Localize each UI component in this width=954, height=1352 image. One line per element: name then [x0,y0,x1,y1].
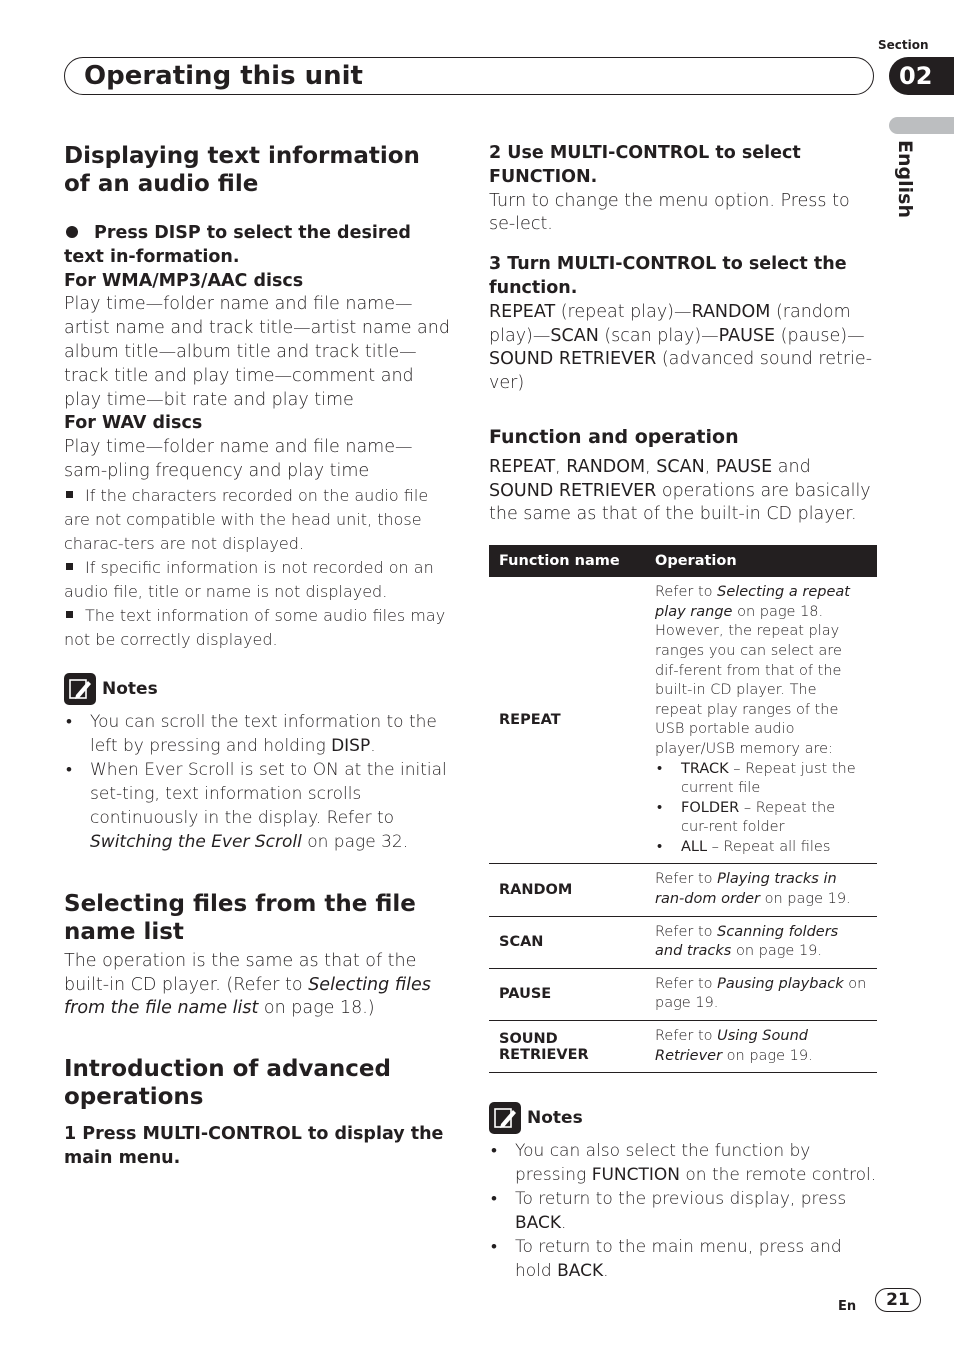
text-function-operation: REPEAT, RANDOM, SCAN, PAUSE and SOUND RETRIEVER operations are basically the same as that of the built-in CD player. [489,456,871,525]
list-item: • To return to the main menu, press and hold BACK. [489,1235,877,1283]
right-column [489,142,877,1283]
notes-list [64,710,452,854]
function-table [489,545,877,1073]
step-1: 1 Press MULTI-CONTROL to display the main menu. [64,1124,444,1168]
notes-header [489,1101,877,1135]
square-bullet-icon [66,491,73,498]
info-bullet: If specific information is not recorded on an audio file, title or name is not displayed. [64,557,434,601]
function-name: PAUSE [489,968,645,1020]
page-title: Operating this unit [84,61,363,91]
table-row [489,916,877,968]
column-header: Function name [489,545,645,577]
left-column [64,142,452,1171]
function-operation: Refer to Selecting a repeat play range on page 18. However, the repeat play ranges you can select are dif-ferent from that of the built-in CD player. The repeat play ranges of the USB portable audio player/USB memory are: • TRACK – Repeat just the current file • FOLDER – Repeat the cur-rent folder • ALL – Repeat all files [645,577,877,864]
square-bullet-icon [66,563,73,570]
heading-advanced-operations: Introduction of advanced operations [64,1056,391,1111]
language-label: English [894,140,916,218]
bullet-icon [66,226,78,238]
text-wav: Play time—folder name and file name—sam-pling frequency and play time [64,437,413,481]
table-row [489,1021,877,1073]
text-selecting-files: The operation is the same as that of the built-in CD player. (Refer to Selecting files from the file name list on page 18.) [64,950,431,1019]
label-wav: For WAV discs [64,413,203,434]
function-operation: Refer to Using Sound Retriever on page 19. [645,1021,877,1073]
list-item: • FOLDER – Repeat the cur-rent folder [655,799,867,838]
list-item: • You can scroll the text information to the left by pressing and holding DISP. [64,710,452,758]
language-tab [889,117,954,134]
label-wma: For WMA/MP3/AAC discs [64,270,304,291]
function-operation: Refer to Scanning folders and tracks on page 19. [645,916,877,968]
section-label: Section [878,38,929,52]
function-name: SOUND RETRIEVER [489,1021,645,1073]
pencil-note-icon [64,673,96,705]
table-row [489,968,877,1020]
column-header: Operation [645,545,877,577]
step-3: 3 Turn MULTI-CONTROL to select the function. [489,254,847,298]
step-3-text: REPEAT (repeat play)—RANDOM (random play)—SCAN (scan play)—PAUSE (pause)—SOUND RETRIEVER (advanced sound retrie-ver) [489,301,873,394]
function-name: SCAN [489,916,645,968]
step-2-text: Turn to change the menu option. Press to se-lect. [489,190,850,235]
table-row [489,577,877,864]
notes-title: Notes [527,1108,583,1129]
step-press-disp: Press DISP to select the desired text in-formation. [64,223,411,267]
notes-list [489,1139,877,1283]
square-bullet-icon [66,611,73,618]
function-name: RANDOM [489,864,645,916]
heading-selecting-files: Selecting files from the file name list [64,890,416,945]
pencil-note-icon [489,1102,521,1134]
list-item: • When Ever Scroll is set to ON at the initial set-ting, text information scrolls continuously in the display. Refer to Switching the Ever Scroll on page 32. [64,758,452,854]
table-header-row [489,545,877,577]
text-wma: Play time—folder name and file name—artist name and track title—artist name and album title—album title and track title—track title and play time—comment and play time—bit rate and play time [64,294,450,410]
notes-title: Notes [102,678,158,699]
section-number: 02 [899,62,933,90]
function-operation: Refer to Pausing playback on page 19. [645,968,877,1020]
page-number: 21 [886,1290,910,1310]
list-item: • You can also select the function by pressing FUNCTION on the remote control. [489,1139,877,1187]
heading-function-operation: Function and operation [489,425,739,448]
heading-displaying-text: Displaying text information of an audio file [64,143,420,197]
list-item: • ALL – Repeat all files [655,838,867,858]
function-name: REPEAT [489,577,645,864]
list-item: • To return to the previous display, press BACK. [489,1187,877,1235]
footer-language: En [838,1299,857,1314]
info-bullet: If the characters recorded on the audio file are not compatible with the head unit, those charac-ters are not displayed. [64,485,429,553]
info-bullet: The text information of some audio files may not be correctly displayed. [64,605,446,649]
table-row [489,864,877,916]
repeat-options-list [655,760,867,858]
function-operation: Refer to Playing tracks in ran-dom order on page 19. [645,864,877,916]
notes-header [64,672,452,706]
list-item: • TRACK – Repeat just the current file [655,760,867,799]
step-2: 2 Use MULTI-CONTROL to select FUNCTION. [489,143,801,187]
